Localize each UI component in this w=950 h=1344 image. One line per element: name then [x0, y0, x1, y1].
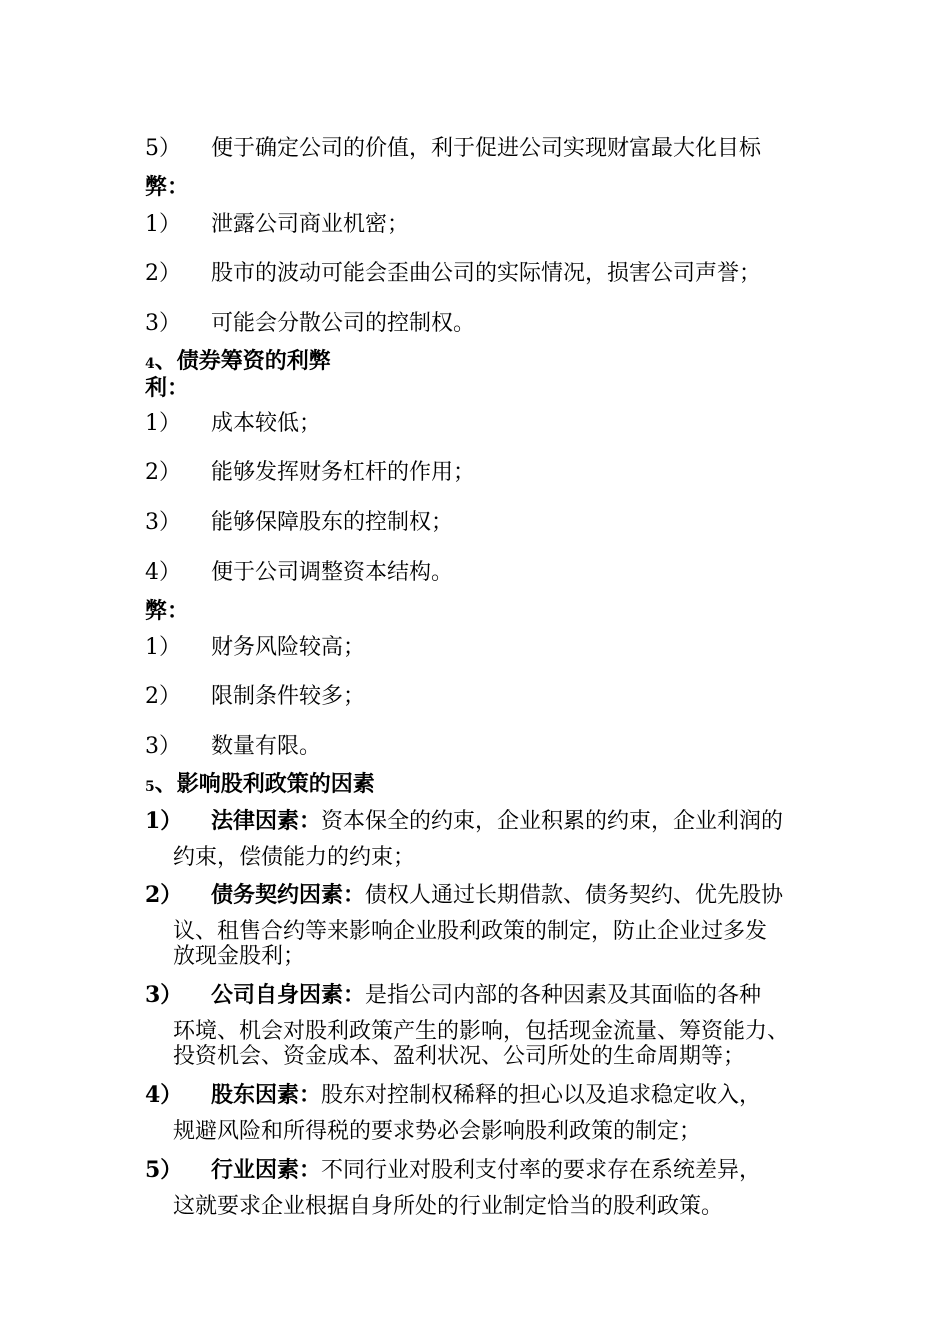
- item-text: 成本较低；: [211, 411, 322, 436]
- item-number: 3）: [145, 311, 181, 336]
- list-item: [145, 682, 365, 712]
- item-text: 财务风险较高；: [211, 635, 366, 660]
- list-item: [145, 134, 761, 164]
- factor-text: 不同行业对股利支付率的要求存在系统差异，: [321, 1158, 762, 1183]
- factor-label: 法律因素：: [211, 808, 322, 834]
- item-number: 3）: [145, 982, 183, 1008]
- cons-heading: 弊：: [145, 598, 190, 624]
- item-text: 泄露公司商业机密；: [211, 212, 410, 237]
- section-title: [145, 769, 375, 802]
- factor-text: 债权人通过长期借款、债务契约、优先股协: [365, 883, 784, 908]
- item-number: 2）: [145, 882, 183, 908]
- factor-item: [145, 806, 783, 837]
- list-item: [145, 259, 761, 289]
- pros-heading: 利：: [145, 375, 190, 401]
- factor-label: 股东因素：: [211, 1082, 322, 1108]
- factor-label: 公司自身因素：: [211, 982, 366, 1008]
- item-number: 3）: [145, 510, 181, 535]
- factor-continuation: 环境、机会对股利政策产生的影响，包括现金流量、筹资能力、: [173, 1019, 790, 1044]
- item-text: 便于公司调整资本结构。: [211, 560, 454, 585]
- item-number: 2）: [145, 261, 181, 286]
- item-text: 股市的波动可能会歪曲公司的实际情况，损害公司声誉；: [211, 261, 762, 286]
- item-number: 1）: [145, 411, 181, 436]
- item-text: 能够保障股东的控制权；: [211, 510, 454, 535]
- section-title-text: 、债券筹资的利弊: [154, 348, 331, 374]
- section-title-text: 、影响股利政策的因素: [154, 771, 375, 797]
- factor-item: [145, 1080, 761, 1111]
- item-number: 1）: [145, 212, 181, 237]
- list-item: [145, 309, 475, 339]
- factor-text: 股东对控制权稀释的担心以及追求稳定收入，: [321, 1083, 762, 1108]
- factor-continuation: 放现金股利；: [173, 944, 306, 969]
- item-number: 4）: [145, 1082, 183, 1108]
- factor-label: 债务契约因素：: [211, 882, 366, 908]
- factor-continuation: 议、租售合约等来影响企业股利政策的制定，防止企业过多发: [173, 919, 768, 944]
- item-number: 3）: [145, 734, 181, 759]
- factor-continuation: 规避风险和所得税的要求势必会影响股利政策的制定；: [173, 1119, 702, 1144]
- item-number: 1）: [145, 808, 183, 834]
- factor-continuation: 投资机会、资金成本、盈利状况、公司所处的生命周期等；: [173, 1044, 746, 1069]
- list-item: [145, 210, 409, 240]
- factor-item: [145, 1155, 761, 1186]
- item-text: 数量有限。: [211, 734, 322, 759]
- item-number: 1）: [145, 635, 181, 660]
- list-item: [145, 458, 475, 488]
- item-number: 5）: [145, 136, 181, 161]
- list-item: [145, 633, 365, 663]
- section-number: 5: [145, 779, 155, 795]
- cons-heading: 弊：: [145, 174, 190, 200]
- factor-continuation: 约束，偿债能力的约束；: [173, 845, 416, 870]
- list-item: [145, 409, 321, 439]
- factor-item: [145, 880, 783, 911]
- item-number: 2）: [145, 684, 181, 709]
- item-text: 限制条件较多；: [211, 684, 366, 709]
- item-number: 2）: [145, 460, 181, 485]
- factor-item: [145, 980, 761, 1011]
- item-text: 能够发挥财务杠杆的作用；: [211, 460, 476, 485]
- factor-text: 是指公司内部的各种因素及其面临的各种: [365, 983, 762, 1008]
- section-number: 4: [145, 356, 155, 372]
- factor-label: 行业因素：: [211, 1157, 322, 1183]
- factor-continuation: 这就要求企业根据自身所处的行业制定恰当的股利政策。: [173, 1194, 724, 1219]
- factor-text: 资本保全的约束，企业积累的约束，企业利润的: [321, 809, 784, 834]
- list-item: [145, 558, 453, 588]
- item-text: 可能会分散公司的控制权。: [211, 311, 476, 336]
- list-item: [145, 508, 453, 538]
- item-number: 4）: [145, 560, 181, 585]
- item-text: 便于确定公司的价值，利于促进公司实现财富最大化目标: [211, 136, 762, 161]
- item-number: 5）: [145, 1157, 183, 1183]
- list-item: [145, 732, 321, 762]
